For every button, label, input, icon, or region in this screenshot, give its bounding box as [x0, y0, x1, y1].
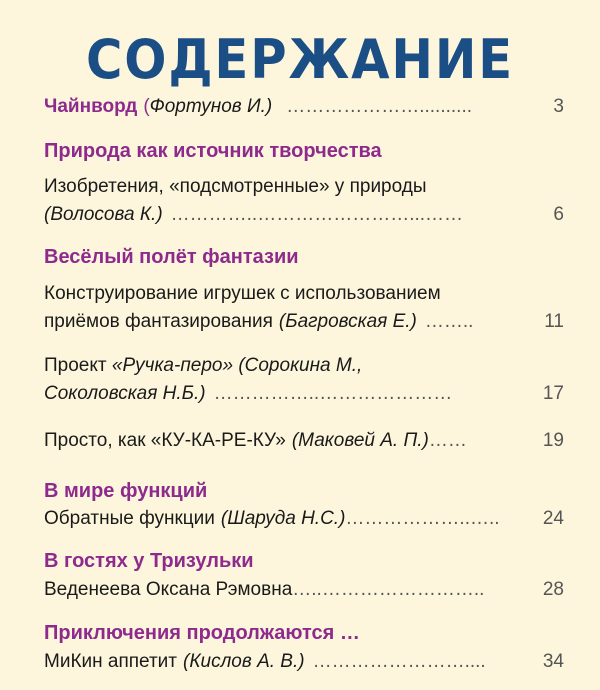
toc-entry-text: МиКин аппетит — [44, 651, 177, 672]
toc-page-number: 24 — [542, 508, 564, 529]
toc-entry-text: Проект — [44, 355, 107, 376]
toc-page-number: 3 — [553, 96, 564, 117]
section-heading: В мире функций — [44, 480, 208, 502]
toc-page-number: 6 — [553, 204, 564, 225]
toc-entry-author: Фортунов И. — [149, 96, 266, 117]
toc-page-number: 28 — [542, 579, 564, 600]
toc-entry-author: «Ручка-перо» (Сорокина М., — [111, 355, 363, 376]
toc-dots: …………..……………………...…… — [170, 204, 464, 225]
toc-entry-text: Веденеева Оксана Рэмовна — [44, 579, 293, 600]
toc-entry-line: Изобретения, «подсмотренные» у природы — [44, 176, 427, 197]
toc-entry-text: Просто, как «КУ-КА-РЕ-КУ» — [44, 430, 286, 451]
toc-entry-author: (Волосова К.) — [44, 204, 163, 225]
toc-entry-izobreteniya[interactable] — [44, 204, 564, 226]
toc-entry-author: (Кислов А. В.) — [183, 651, 305, 672]
toc-dots: …….. — [424, 311, 474, 332]
toc-page-number: 11 — [544, 311, 564, 332]
toc-dots: …………………….... — [312, 651, 486, 672]
toc-page-number: 17 — [542, 383, 564, 404]
toc-entry-author: (Багровская Е.) — [278, 311, 417, 332]
section-heading: Природа как источник творчества — [44, 140, 382, 162]
toc-dots: …..…………………….. — [292, 579, 485, 600]
toc-dots: ………………..….. — [345, 508, 500, 529]
toc-page-number: 34 — [542, 651, 564, 672]
toc-entry-author: (Маковей А. П.) — [291, 430, 429, 451]
section-heading: Весёлый полёт фантазии — [44, 246, 299, 268]
toc-page-number: 19 — [542, 430, 564, 451]
toc-dots: …… — [428, 430, 467, 451]
toc-dots: ……………..………………… — [213, 383, 453, 404]
page-title: СОДЕРЖАНИЕ — [85, 28, 515, 91]
toc-entry-line — [44, 355, 564, 377]
toc-entry-author: (Шаруда Н.С.) — [220, 508, 346, 529]
toc-entry-prosto[interactable] — [44, 430, 564, 452]
toc-entry-vedeneeva[interactable] — [44, 579, 564, 601]
toc-entry-line: приёмов фантазирования — [44, 311, 273, 332]
toc-entry-text: Обратные функции — [44, 508, 215, 529]
toc-entry-obratnye[interactable] — [44, 508, 564, 530]
toc-entry-author: Соколовская Н.Б.) — [44, 383, 206, 404]
toc-dots: ………………….......... — [286, 96, 473, 117]
toc-entry-proekt[interactable] — [44, 383, 564, 405]
section-heading: Приключения продолжаются … — [44, 622, 360, 644]
toc-entry-label: Чайнворд — [44, 96, 138, 117]
toc-entry-konstruirovanie[interactable] — [44, 311, 564, 333]
toc-entry-chainvord[interactable]: Чайнворд ( Фортунов И. ) ………………….......... 3 — [44, 96, 564, 117]
toc-entry-line: Конструирование игрушек с использованием — [44, 283, 441, 304]
section-heading: В гостях у Тризульки — [44, 550, 254, 572]
toc-entry-mikin[interactable] — [44, 651, 564, 673]
